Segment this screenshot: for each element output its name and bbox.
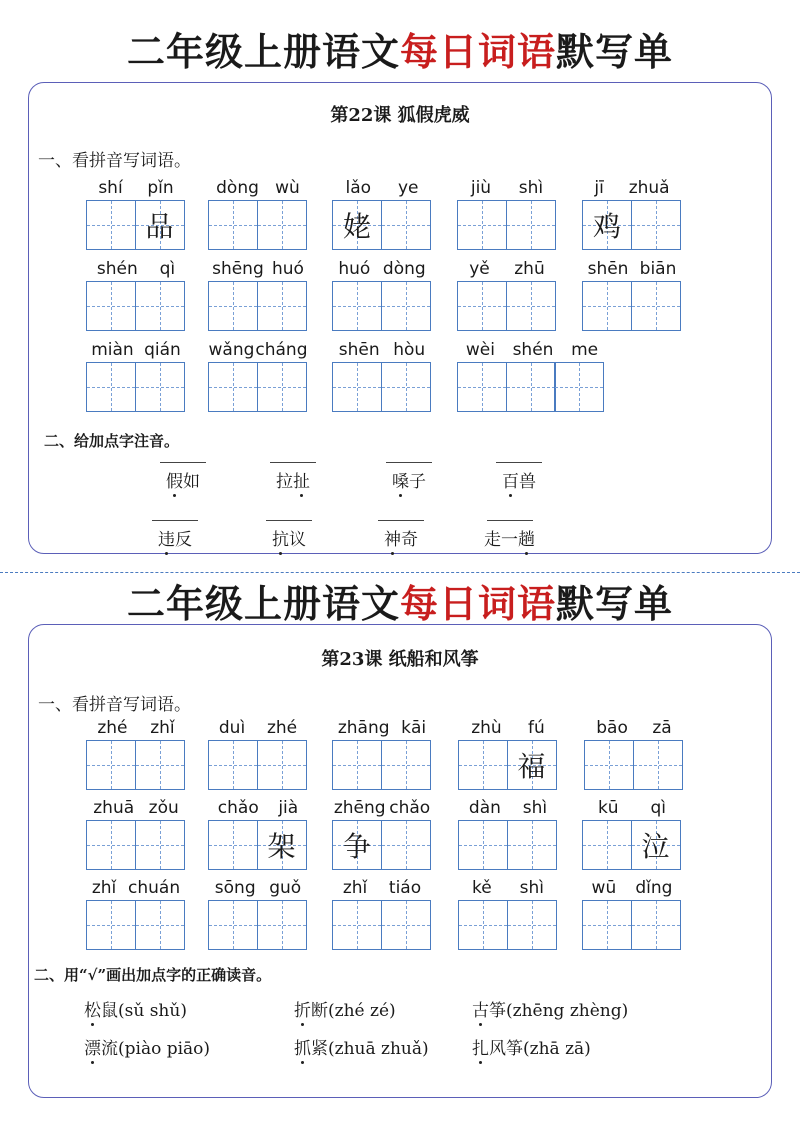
title-part-1: 二年级上册语文 [126,30,400,74]
pinyin-row [208,257,308,279]
pinyin-syllable: wū [591,878,617,898]
writing-grid-box[interactable] [381,820,431,870]
pinyin-syllable: qì [159,259,176,279]
word-char: 走一 [484,530,518,550]
word-item [458,796,558,872]
choice-text: 紧(zhuā zhuǎ) [311,1039,429,1059]
pinyin-row [582,176,682,198]
pinyin-syllable: shì [518,178,544,198]
word-char: 神 [384,530,401,550]
pinyin-syllable: huó [338,259,371,279]
writing-grid-box[interactable] [86,900,136,950]
writing-grid-box[interactable] [458,740,508,790]
pinyin-syllable: yě [469,259,490,279]
answer-line[interactable] [152,520,198,521]
hint-character: 品 [145,210,174,243]
pinyin-syllable: shí [98,178,123,198]
writing-grid-box[interactable] [86,281,136,331]
word-item [457,338,607,414]
pinyin-syllable: shén [96,259,138,279]
writing-grid-box[interactable] [506,281,556,331]
pinyin-row [86,716,186,738]
word-char: 子 [409,472,426,492]
pinyin-syllable: bāo [596,718,628,738]
word-item [332,716,432,792]
pinyin-syllable: shén [512,340,554,360]
pinyin-syllable: zhāng [337,718,390,738]
writing-grid-box[interactable] [257,900,307,950]
writing-grid-box[interactable] [457,281,507,331]
title-part-2: 默写单 [556,30,674,74]
title-part-1: 二年级上册语文 [126,582,400,626]
pinyin-syllable: dòng [216,178,259,198]
writing-grid-box[interactable] [381,200,431,250]
word-item [86,257,186,333]
page-title [0,30,800,74]
dotted-char: 漂 [84,1039,101,1059]
pinyin-row [332,876,432,898]
pinyin-row [582,257,682,279]
annotate-item [386,462,432,492]
dotted-char: 抓 [294,1039,311,1059]
word-item [582,876,682,952]
word-char: 议 [289,530,306,550]
writing-grid-box[interactable] [458,820,508,870]
writing-grid-box[interactable] [631,281,681,331]
word-char: 拉 [276,472,293,492]
writing-grid-box[interactable] [507,820,557,870]
writing-grid-box[interactable] [381,362,431,412]
pinyin-syllable: huó [271,259,304,279]
writing-grid-box[interactable] [86,200,136,250]
writing-grid-box[interactable] [582,900,632,950]
pinyin-row [457,338,607,360]
word-item [208,257,308,333]
writing-grid-box[interactable] [135,900,185,950]
writing-grid-box[interactable] [332,362,382,412]
pinyin-syllable: shēng [212,259,264,279]
writing-grid-box[interactable] [457,200,507,250]
pinyin-row [584,716,684,738]
pronunciation-choice[interactable] [472,996,628,1021]
pinyin-syllable: zhǐ [150,718,175,738]
pinyin-syllable: chuán [128,878,181,898]
pinyin-syllable: wèi [465,340,495,360]
writing-grid-box[interactable] [631,820,681,870]
word-char: 奇 [401,530,418,550]
pinyin-syllable: guǒ [269,878,302,898]
pinyin-syllable: zhé [266,718,298,738]
writing-grid-box[interactable] [208,281,258,331]
writing-grid-box[interactable] [257,740,307,790]
writing-grid-box[interactable] [458,900,508,950]
writing-grid-box[interactable] [457,362,507,412]
writing-grid-box[interactable] [631,900,681,950]
pinyin-row [86,176,186,198]
word-item [86,338,186,414]
word-char: 违 [158,530,175,550]
hint-character: 架 [267,830,296,863]
pinyin-row [208,176,308,198]
pronunciation-choice[interactable] [472,1034,591,1059]
pinyin-syllable: qì [650,798,667,818]
writing-grid-box[interactable] [86,362,136,412]
pinyin-syllable: qián [144,340,181,360]
pinyin-syllable: shì [519,878,545,898]
pinyin-syllable: me [571,340,599,360]
pinyin-row [208,338,308,360]
annotate-item [378,520,424,550]
pinyin-syllable: kāi [401,718,427,738]
pinyin-row [86,257,186,279]
writing-grid-box[interactable] [135,281,185,331]
writing-grid-box[interactable] [582,200,632,250]
annotate-item [160,462,206,492]
hint-character: 姥 [342,210,371,243]
pinyin-syllable: pǐn [147,178,174,198]
writing-grid-box[interactable] [506,362,556,412]
writing-grid-box[interactable] [208,200,258,250]
word-char: 百 [502,472,519,492]
pinyin-row [458,796,558,818]
word-item [584,716,684,792]
pinyin-syllable: zhuǎ [628,178,670,198]
word-item [86,796,186,872]
pinyin-row [458,876,558,898]
answer-line[interactable] [487,520,533,521]
pinyin-syllable: zhé [97,718,128,738]
answer-line[interactable] [378,520,424,521]
writing-grid-box[interactable] [332,820,382,870]
pinyin-syllable: zǒu [148,798,179,818]
section-heading-choose: 二、用“√”画出加点字的正确读音。 [34,966,272,984]
word-item [208,176,308,252]
dotted-char: 松 [84,1001,101,1021]
pinyin-row [582,796,682,818]
writing-grid-box[interactable] [257,820,307,870]
word-item [458,716,558,792]
pinyin-syllable: dǐng [635,878,673,898]
pinyin-syllable: zhū [514,259,545,279]
word-item [332,796,432,872]
pinyin-row [86,796,186,818]
writing-grid-box[interactable] [332,740,382,790]
writing-grid-box[interactable] [135,820,185,870]
title-part-2: 默写单 [556,582,674,626]
choice-text: 流(piào piāo) [101,1039,211,1059]
pinyin-row [457,176,557,198]
pinyin-row [332,338,432,360]
pinyin-syllable: wǎng [208,340,255,360]
pinyin-syllable: jī [594,178,604,198]
pinyin-row [582,876,682,898]
writing-grid-box[interactable] [554,362,604,412]
pinyin-syllable: miàn [91,340,134,360]
answer-line[interactable] [266,520,312,521]
hint-character: 鸡 [592,210,621,243]
pinyin-syllable: zhuā [93,798,135,818]
writing-grid-box[interactable] [208,820,258,870]
word-item [582,257,682,333]
writing-grid-box[interactable] [631,200,681,250]
page-title-2 [0,582,800,626]
pinyin-syllable: zhǐ [342,878,368,898]
pinyin-syllable: ye [397,178,419,198]
writing-grid-box[interactable] [582,820,632,870]
choice-text: 鼠(sǔ shǔ) [101,1001,187,1021]
pinyin-syllable: chǎo [217,798,259,818]
pronunciation-choice[interactable] [84,996,187,1021]
pinyin-row [332,796,432,818]
pinyin-syllable: shēn [587,259,629,279]
word-char: 抗 [272,530,289,550]
word-item [208,876,308,952]
word-item [86,876,186,952]
word-item [332,257,432,333]
pinyin-syllable: zhēng [333,798,386,818]
pinyin-row [332,257,432,279]
word-item [208,338,308,414]
writing-grid-box[interactable] [135,362,185,412]
word-item [332,876,432,952]
dotted-char: 折 [294,1001,311,1021]
title-part-highlight: 每日词语 [399,582,556,626]
pinyin-row [457,257,557,279]
answer-line[interactable] [496,462,542,463]
pinyin-syllable: jiù [470,178,492,198]
word-item [332,338,432,414]
word-item [458,876,558,952]
writing-grid-box[interactable] [135,740,185,790]
pinyin-syllable: kū [597,798,619,818]
pinyin-syllable: jià [278,798,299,818]
word-char: 扯 [293,472,310,492]
writing-grid-box[interactable] [381,281,431,331]
title-part-highlight: 每日词语 [399,30,556,74]
pinyin-syllable: zhù [471,718,502,738]
dotted-char: 古 [472,1001,489,1021]
pinyin-syllable: cháng [255,340,308,360]
pinyin-syllable: shì [522,798,548,818]
word-char: 假 [166,472,183,492]
annotate-item [270,462,316,492]
pinyin-syllable: tiáo [388,878,422,898]
hint-character: 争 [342,830,371,863]
hint-character: 福 [517,750,546,783]
answer-line[interactable] [386,462,432,463]
pinyin-syllable: dàn [468,798,501,818]
pinyin-row [208,876,308,898]
pinyin-syllable: shēn [338,340,380,360]
writing-grid-box[interactable] [86,820,136,870]
annotate-item [484,520,535,550]
pinyin-syllable: dòng [382,259,426,279]
pinyin-row [208,716,308,738]
writing-grid-box[interactable] [381,900,431,950]
pinyin-row [208,796,308,818]
word-char: 兽 [519,472,536,492]
pinyin-row [332,176,432,198]
word-char: 如 [183,472,200,492]
word-item [457,176,557,252]
writing-grid-box[interactable] [507,900,557,950]
pinyin-syllable: biān [639,259,677,279]
pinyin-syllable: wù [275,178,300,198]
writing-grid-box[interactable] [332,200,382,250]
annotate-item [152,520,198,550]
lesson-title: 第22课 狐假虎威 [330,105,470,126]
pinyin-row [86,876,186,898]
writing-grid-box[interactable] [257,281,307,331]
writing-grid-box[interactable] [208,362,258,412]
lesson-title: 第23课 纸船和风筝 [321,649,479,670]
pronunciation-choice[interactable] [294,1034,429,1059]
section-heading-write: 一、看拼音写词语。 [38,151,191,171]
section-heading-write: 一、看拼音写词语。 [38,695,191,715]
writing-grid-box[interactable] [582,281,632,331]
pinyin-syllable: lǎo [345,178,372,198]
pinyin-syllable: zhǐ [91,878,117,898]
writing-grid-box[interactable] [208,740,258,790]
page-divider [0,572,800,573]
writing-grid-box[interactable] [332,281,382,331]
annotate-item [266,520,312,550]
choice-text: 风筝(zhā zā) [489,1039,591,1059]
pinyin-syllable: sōng [214,878,256,898]
choice-text: 筝(zhēng zhèng) [489,1001,629,1021]
pinyin-syllable: kě [471,878,492,898]
writing-grid-box[interactable] [381,740,431,790]
section-heading-annotate: 二、给加点字注音。 [44,432,180,450]
dotted-char: 扎 [472,1039,489,1059]
pinyin-row [458,716,558,738]
answer-line[interactable] [270,462,316,463]
word-char: 嗓 [392,472,409,492]
word-item [582,796,682,872]
hint-character: 泣 [641,830,670,863]
word-char: 趟 [518,530,535,550]
pinyin-syllable: duì [218,718,246,738]
writing-grid-box[interactable] [584,740,634,790]
writing-grid-box[interactable] [257,362,307,412]
word-item [86,716,186,792]
pronunciation-choice[interactable] [84,1034,210,1059]
word-item [86,176,186,252]
word-item [208,716,308,792]
word-item [582,176,682,252]
writing-grid-box[interactable] [507,740,557,790]
word-item [208,796,308,872]
writing-grid-box[interactable] [332,900,382,950]
writing-grid-box[interactable] [135,200,185,250]
pronunciation-choice[interactable] [294,996,396,1021]
pinyin-syllable: fú [528,718,545,738]
answer-line[interactable] [160,462,206,463]
pinyin-syllable: zā [652,718,672,738]
pinyin-row [332,716,432,738]
annotate-item [496,462,542,492]
choice-text: 断(zhé zé) [311,1001,396,1021]
writing-grid-box[interactable] [208,900,258,950]
word-item [457,257,557,333]
writing-grid-box[interactable] [633,740,683,790]
writing-grid-box[interactable] [257,200,307,250]
word-char: 反 [175,530,192,550]
pinyin-syllable: hòu [393,340,426,360]
writing-grid-box[interactable] [86,740,136,790]
pinyin-syllable: chǎo [389,798,431,818]
writing-grid-box[interactable] [506,200,556,250]
pinyin-row [86,338,186,360]
word-item [332,176,432,252]
